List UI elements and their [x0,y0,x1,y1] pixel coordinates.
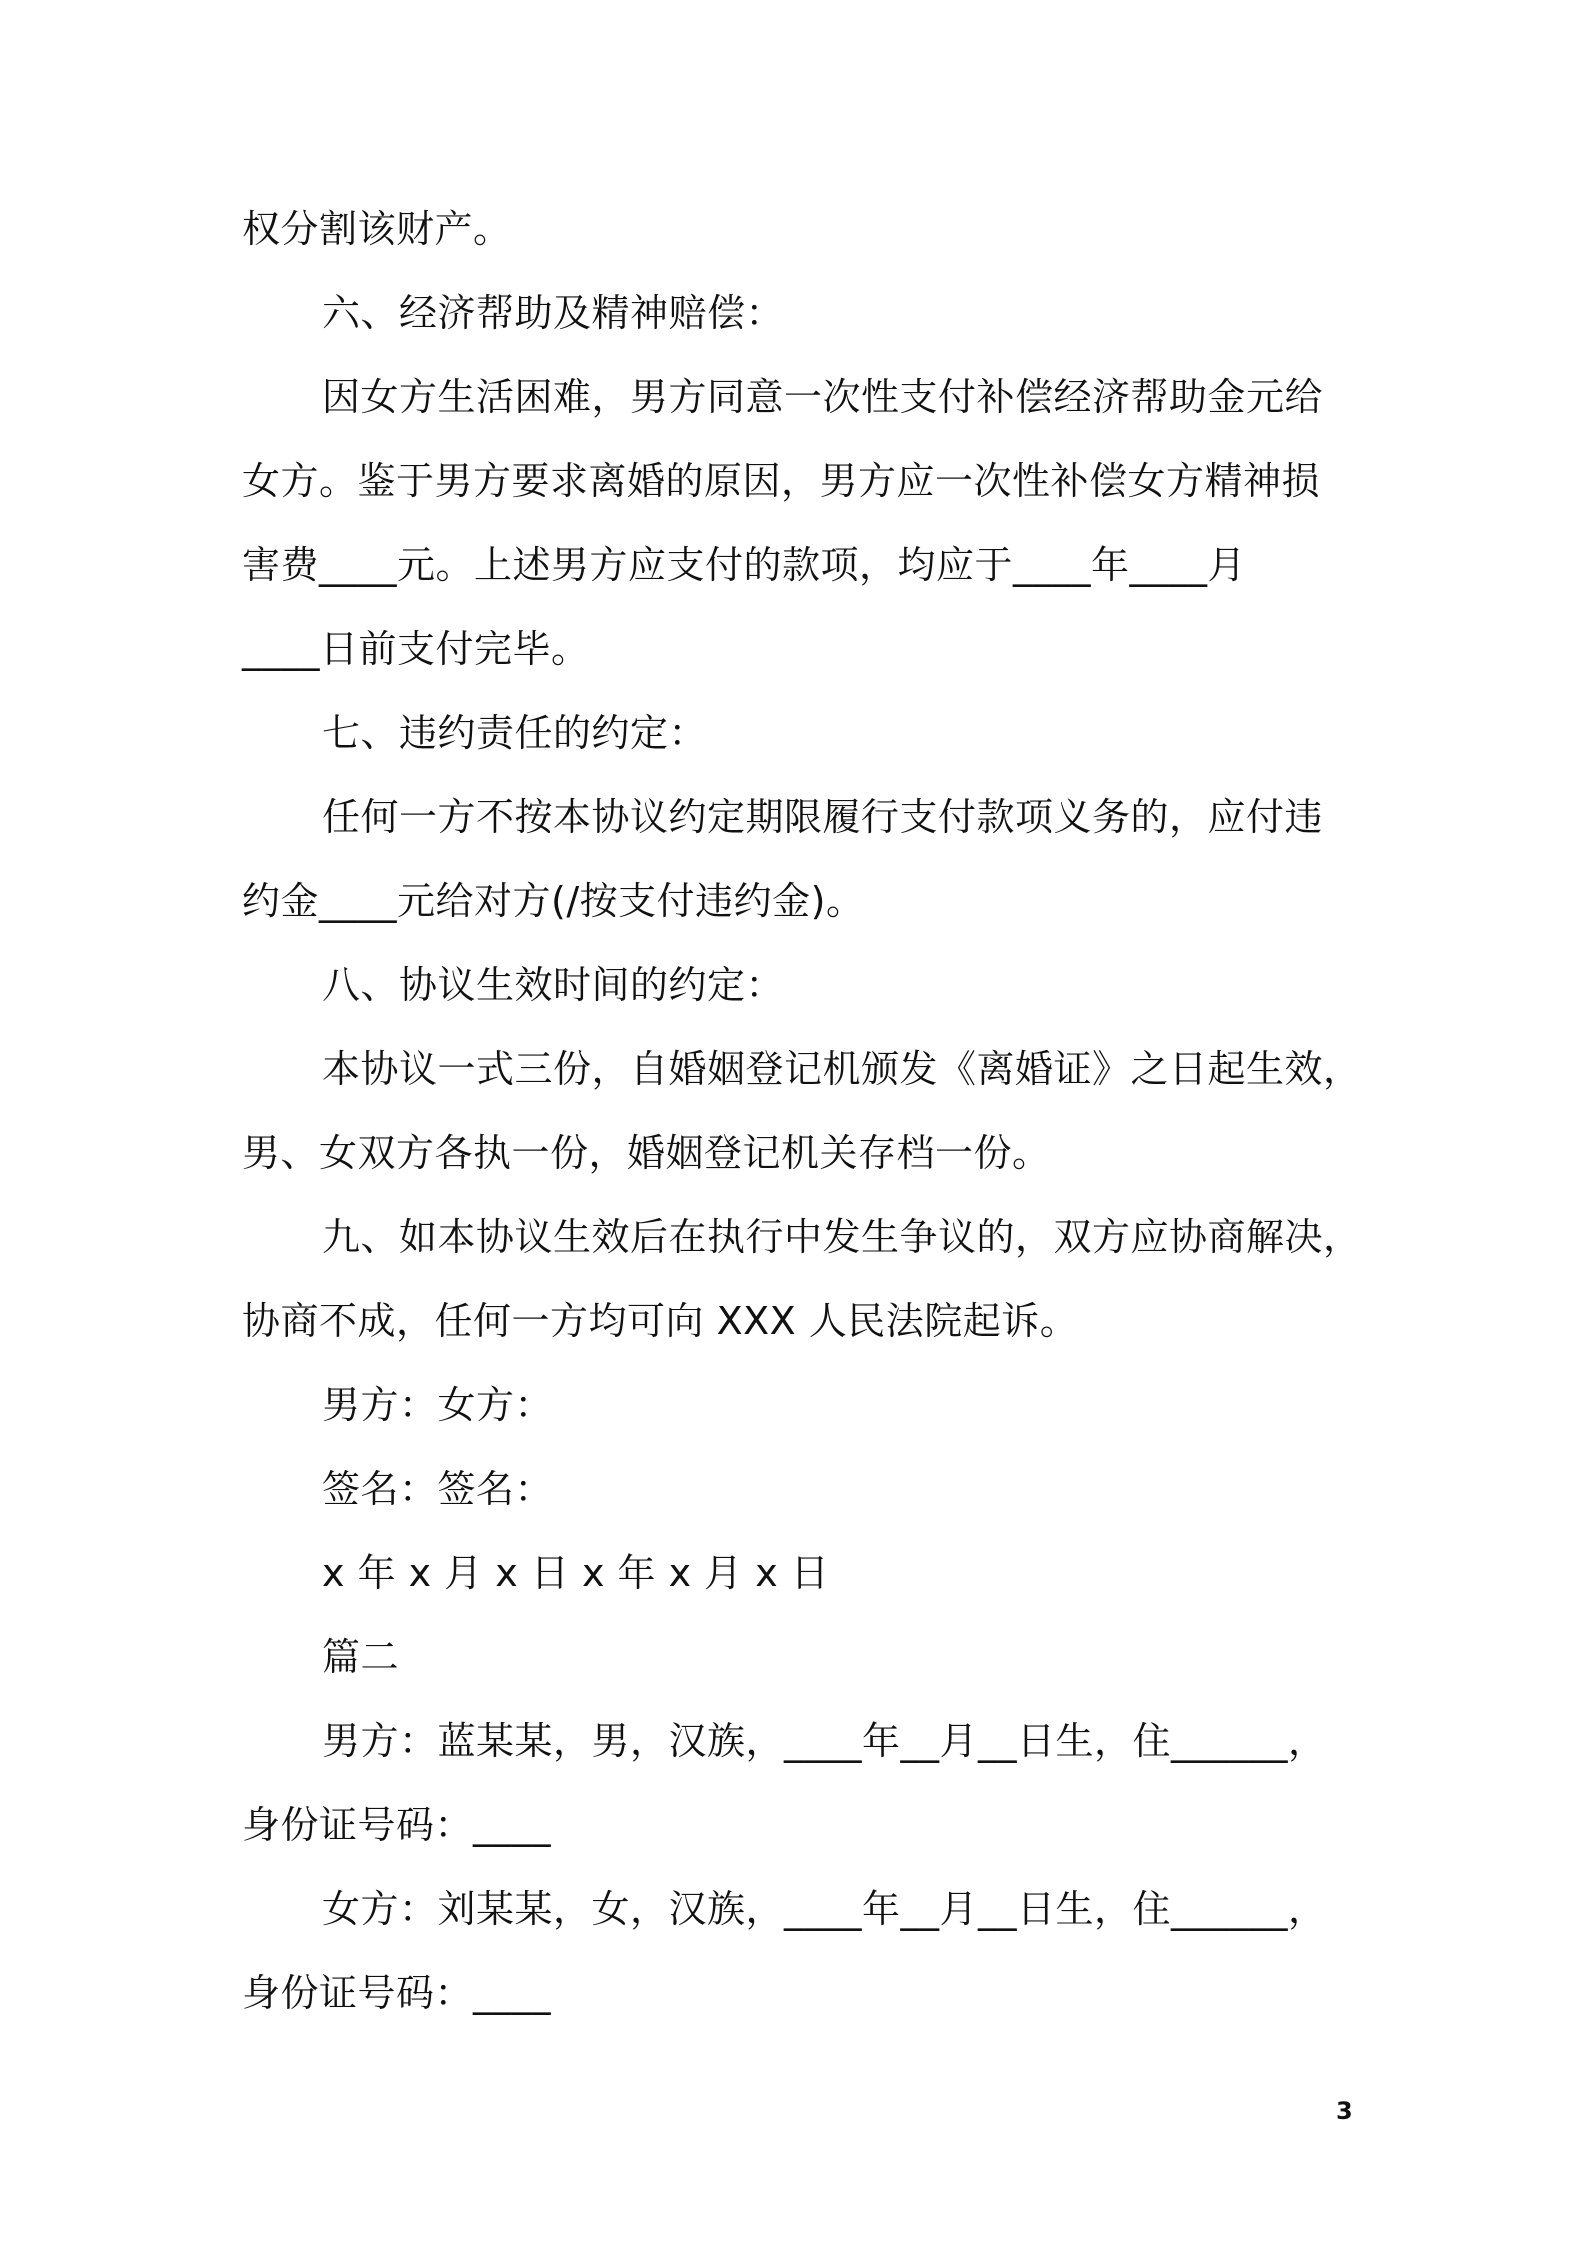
paragraph-line: 协商不成，任何一方均可向 XXX 人民法院起诉。 [242,1299,1079,1343]
paragraph-line: 女方。鉴于男方要求离婚的原因，男方应一次性补偿女方精神损 [242,459,1321,503]
male-id-number: 身份证号码：____ [242,1803,552,1847]
chapter-heading: 篇二 [322,1635,400,1679]
paragraph-line: ____日前支付完毕。 [242,627,590,671]
signature-dates: x 年 x 月 x 日 x 年 x 月 x 日 [322,1551,830,1595]
paragraph-line: 约金____元给对方(/按支付违约金)。 [242,879,865,923]
party-labels: 男方：女方： [322,1383,554,1427]
paragraph-line: 本协议一式三份，自婚姻登记机颁发《离婚证》之日起生效， [322,1047,1362,1091]
section-heading-seven: 七、违约责任的约定： [322,711,708,755]
page-number: 3 [1336,2097,1353,2125]
paragraph-line: 男、女双方各执一份，婚姻登记机关存档一份。 [242,1131,1051,1175]
male-party-info: 男方：蓝某某，男，汉族，____年__月__日生，住______， [322,1719,1327,1763]
signature-labels: 签名：签名： [322,1467,554,1511]
female-id-number: 身份证号码：____ [242,1971,552,2015]
section-heading-nine: 九、如本协议生效后在执行中发生争议的，双方应协商解决， [322,1215,1362,1259]
female-party-info: 女方：刘某某，女，汉族，____年__月__日生，住______， [322,1887,1327,1931]
paragraph-line: 任何一方不按本协议约定期限履行支付款项义务的，应付违 [322,795,1324,839]
section-heading-six: 六、经济帮助及精神赔偿： [322,291,785,335]
paragraph-line: 害费____元。上述男方应支付的款项，均应于____年____月 [242,543,1247,587]
paragraph-line: 权分割该财产。 [242,207,512,251]
paragraph-line: 因女方生活困难，男方同意一次性支付补偿经济帮助金元给 [322,375,1324,419]
section-heading-eight: 八、协议生效时间的约定： [322,963,785,1007]
